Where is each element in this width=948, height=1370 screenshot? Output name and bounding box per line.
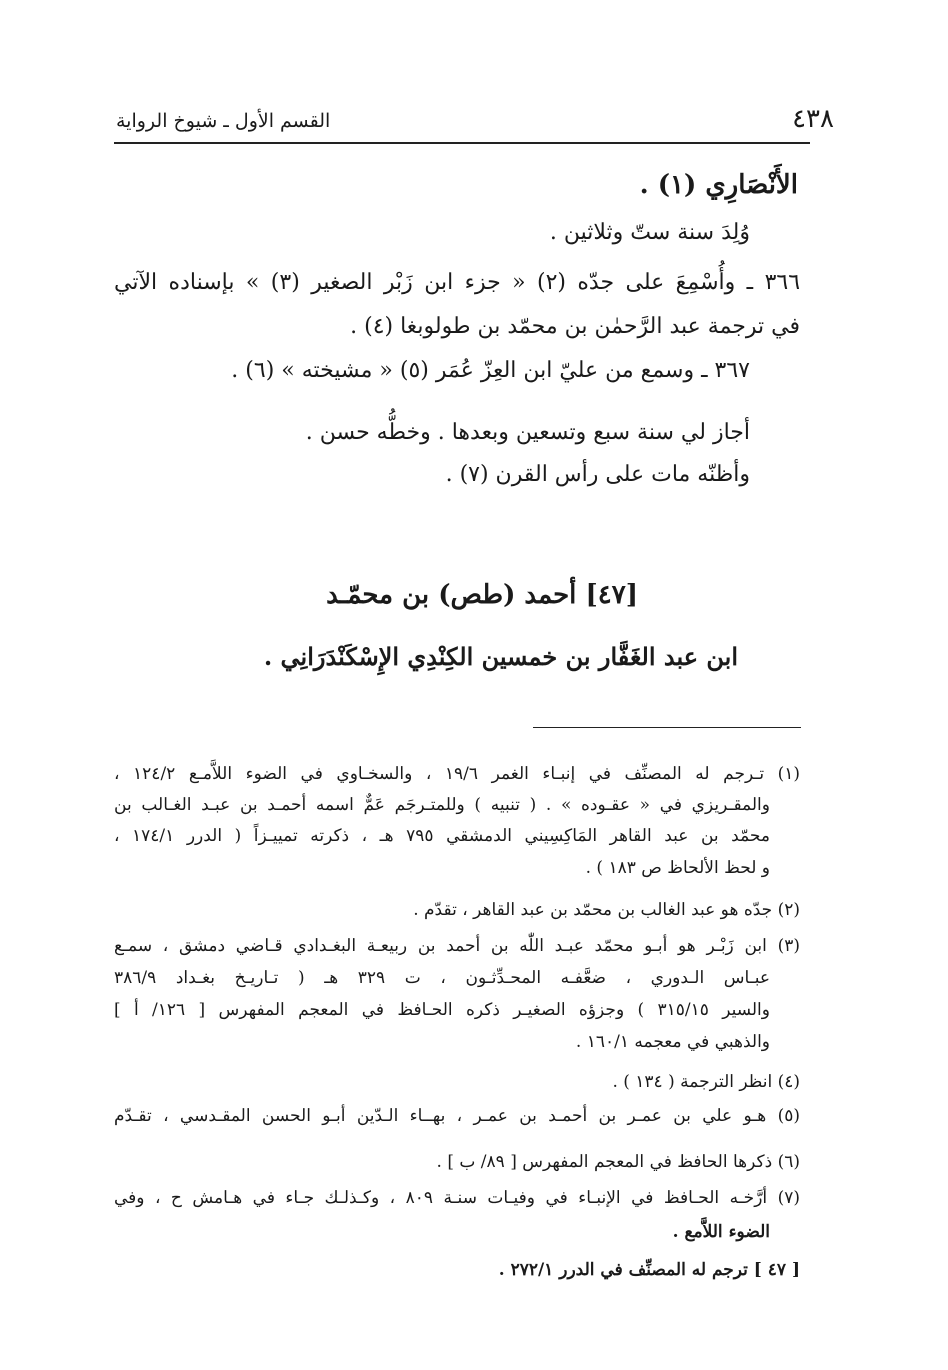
footnote-3-line-2: عبـاس الـدوري ، ضعَّفـه المحـدِّثـون ، ت ٣٢٩ هـ ( تـاريـخ بغـداد ٣٨٦/٩ bbox=[114, 968, 770, 988]
footnote-7-line-1: (٧) أرَّخـه الحـافظ في الإنبـاء في وفيـات سنـة ٨٠٩ ، وكـذلـك جـاء في هـامش ح ، وفي bbox=[114, 1188, 800, 1208]
footnote-3-line-3: والسير ٣١٥/١٥ ) وجزؤه الصغيـر ذكره الحـافظ في المعجم المفهرس [ ١٢٦/ أ ] bbox=[114, 1000, 770, 1020]
footnote-1-line-4: و لحظ الألحاظ ص ١٨٣ ) . bbox=[585, 858, 770, 878]
entry-heading: [٤٧] أحمد (طص) بن محمّـد bbox=[326, 580, 638, 610]
footnote-1-line-1: (١) تـرجم له المصنِّف في إنبـاء الغمر ١٩/٦ ، والسخـاوي في الضوء اللاَّمـع ١٢٤/٢ ، bbox=[114, 764, 801, 784]
footnote-7-line-2: الضوء اللاَّمع . bbox=[672, 1222, 770, 1242]
entry-subheading: ابن عبد الغَفَّار بن خمسين الكِنْدِي الإِسْكَنْدَرَانِي . bbox=[263, 642, 738, 671]
footnote-5: (٥) هـو علي بن عمـر بن أحمـد بن عمـر ، بهــاء الـدّين أبـو الحسن المقـدسي ، تقـدّم bbox=[114, 1106, 800, 1126]
footnote-3-line-1: (٣) ابن زَبْـر هو أبـو محمّد عبـد اللّٰه بن أحمد بن ربيعـة البغـدادي قـاضي دمشق ، سمـع bbox=[114, 936, 800, 956]
footnote-3-line-4: والذهبي في معجمه ١٦٠/١ . bbox=[575, 1032, 770, 1052]
running-title: القسم الأول ـ شيوخ الرواية bbox=[116, 110, 331, 132]
text-line-6: أجاز لي سنة سبع وتسعين وبعدها . وخطُّه حسن . bbox=[305, 420, 750, 445]
footnote-4: (٤) انظر الترجمة ( ١٣٤ ) . bbox=[612, 1072, 800, 1092]
text-line-5: ٣٦٧ ـ وسمع من عليّ ابن العِزّ عُمَر (٥) « مشيخته » (٦) . bbox=[231, 358, 750, 383]
footnote-1-line-2: والمقـريزي في « عقـوده » . ( تنبيه ) وللمتـرجَم عَمٌّ اسمه أحمـد بن عبـد الغـالب بن bbox=[114, 795, 770, 815]
footnote-6: (٦) ذكرها الحافظ في المعجم المفهرس [ ٨٩/ ب ] . bbox=[436, 1152, 800, 1172]
text-line-3: ٣٦٦ ـ وأُسْمِعَ على جدّه (٢) « جزء ابن زَبْر الصغير (٣) » بإسناده الآتي bbox=[114, 270, 801, 295]
header-divider bbox=[114, 142, 810, 144]
page-number: ٤٣٨ bbox=[792, 104, 834, 134]
footnote-2: (٢) جدّه هو عبد الغالب بن محمّد بن عبد القاهر ، تقدّم . bbox=[413, 900, 800, 920]
footnote-divider bbox=[533, 727, 801, 728]
text-line-1: الأَنْصَارِي (١) . bbox=[639, 170, 798, 200]
text-line-4: في ترجمة عبد الرَّحمٰن بن محمّد بن طولوبغا (٤) . bbox=[350, 314, 800, 339]
footnote-1-line-3: محمّد بن عبد القاهر المَاكِسِيني الدمشقي ٧٩٥ هـ ، ذكرته تمييـزاً ( الدرر ١٧٤/١ ، bbox=[114, 826, 770, 846]
footnote-entry-47: [ ٤٧ ] ترجم له المصنِّف في الدرر ٢٧٢/١ . bbox=[498, 1260, 800, 1280]
text-line-2: وُلِدَ سنة ستّ وثلاثين . bbox=[549, 220, 750, 245]
text-line-7: وأظنّه مات على رأس القرن (٧) . bbox=[445, 462, 750, 487]
